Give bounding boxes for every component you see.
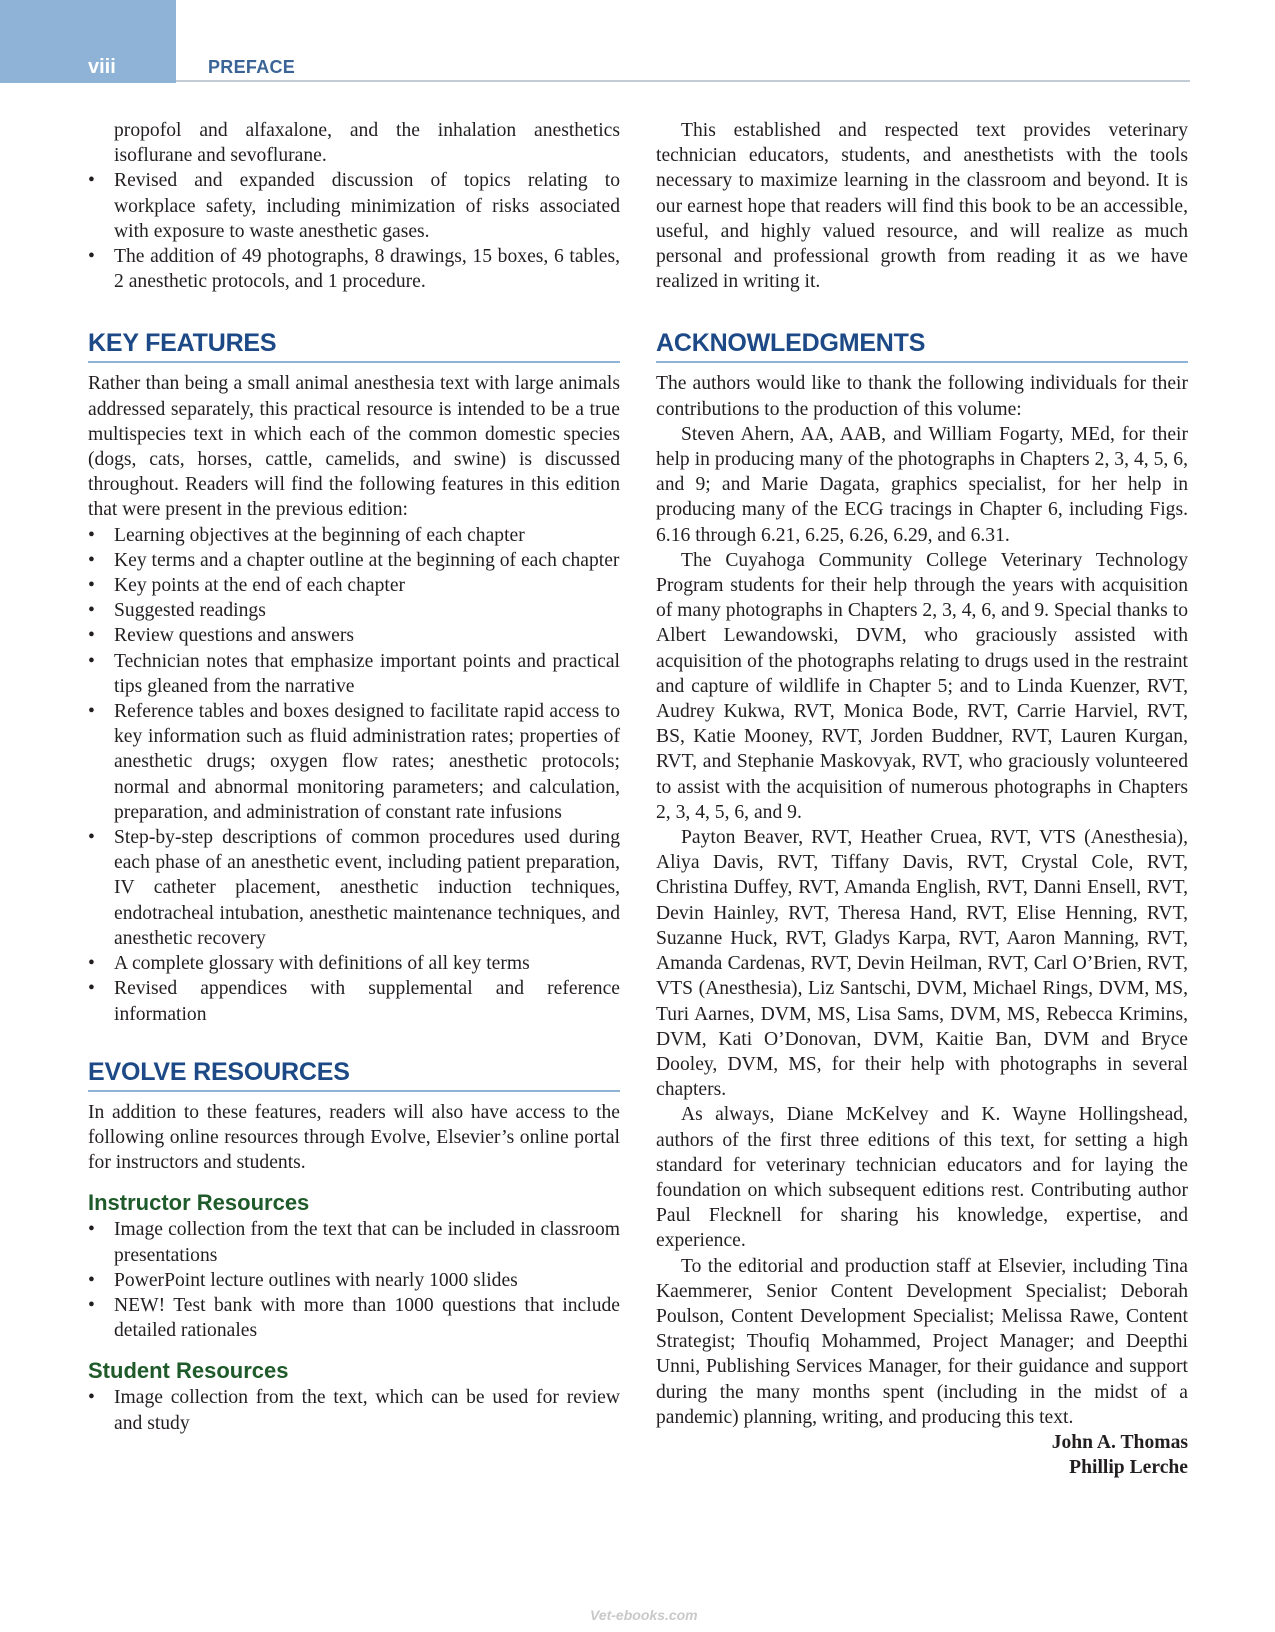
acknowledgments-paragraph: Payton Beaver, RVT, Heather Cruea, RVT, VTS (Anesthesia), Aliya Davis, RVT, Tiffany Davis, RVT, Crystal Cole, RVT, Christina Duffey, RVT, Amanda English, RVT, Danni Ensell, RVT, Devin Hainley, RVT, Theresa Hand, RVT, Elise Henning, RVT, Suzanne Huck, RVT, Gladys Karpa, RVT, Aaron Manning, RVT, Amanda Cardenas, RVT, Devin Heilman, RVT, Carl O’Brien, RVT, VTS (Anesthesia), Liz Santschi, DVM, Michael Rings, DVM, MS, Turi Aarnes, DVM, MS, Lisa Sams, DVM, MS, Rebecca Krimins, DVM, Kati O’Donovan, DVM, Kaitie Ban, DVM and Bryce Dooley, DVM, MS, for their help with photographs in several chapters. xyxy=(656,827,1188,1101)
acknowledgments-paragraph: The Cuyahoga Community College Veterinary Technology Program students for their help through the years with acquisition of many photographs in Chapters 2, 3, 4, 6, and 9. Special thanks to Albert Lewandowski, DVM, who graciously assisted with acquisition of the photographs relating to drugs used in the restraint and capture of wildlife in Chapter 5; and to Linda Kuenzer, RVT, Audrey Kukwa, RVT, Monica Bode, RVT, Carrie Harviel, RVT, BS, Katie Mooney, RVT, Jorden Buddner, RVT, Lauren Kurgan, RVT, and Stephanie Maskovyak, RVT, who graciously volunteered to assist with the acquisition of numerous photographs in Chapters 2, 3, 4, 5, 6, and 9. xyxy=(656,549,1188,823)
list-item: • A complete glossary with definitions of all key terms xyxy=(88,953,530,975)
intro-bullet-list xyxy=(88,168,620,294)
list-item: • NEW! Test bank with more than 1000 questions that include detailed rationales xyxy=(88,1294,620,1342)
list-item: • Review questions and answers xyxy=(88,625,354,647)
watermark: Vet-ebooks.com xyxy=(590,1607,698,1623)
list-item: • Key points at the end of each chapter xyxy=(88,575,406,597)
list-item: • Key terms and a chapter outline at the beginning of each chapter xyxy=(88,549,620,571)
instructor-resources-heading: Instructor Resources xyxy=(88,1190,310,1216)
evolve-resources-heading: EVOLVE RESOURCES xyxy=(88,1057,620,1092)
author-signature: John A. Thomas xyxy=(1051,1431,1188,1453)
list-item: • Learning objectives at the beginning of each chapter xyxy=(88,524,525,546)
acknowledgments-paragraph: As always, Diane McKelvey and K. Wayne Hollingshead, authors of the first three editions of this text, for setting a high standard for veterinary technician educators and for laying the foundation on which subsequent editions rest. Contributing author Paul Flecknell for sharing his knowledge, expertise, and experience. xyxy=(656,1104,1188,1252)
evolve-paragraph: In addition to these features, readers will also have access to the following online resources through Evolve, Elsevier’s online portal for instructors and students. xyxy=(88,1101,620,1174)
list-item: • Image collection from the text, which can be used for review and study xyxy=(88,1387,620,1434)
list-item: • Suggested readings xyxy=(88,600,266,622)
key-features-list xyxy=(88,523,620,1027)
list-item: • Revised and expanded discussion of topics relating to workplace safety, including minimization of risks associated with exposure to waste anesthetic gases. xyxy=(88,170,620,242)
key-features-paragraph: Rather than being a small animal anesthesia text with large animals addressed separately, this practical resource is intended to be a true multispecies text in which each of the common domestic species (dogs, cats, horses, cattle, camelids, and swine) is discussed throughout. Readers will find the following features in this edition that were present in the previous edition: xyxy=(88,373,620,521)
author-signature: Phillip Lerche xyxy=(1069,1457,1188,1479)
instructor-resources-list xyxy=(88,1217,620,1343)
list-item: • Reference tables and boxes designed to facilitate rapid access to key information such as fluid administration rates; properties of anesthetic drugs; oxygen flow rates; anesthetic protocols; normal and abnormal monitoring parameters; and calculation, preparation, and administration of constant rate infusions xyxy=(88,701,620,823)
list-item: • Revised appendices with supplemental and reference information xyxy=(88,978,620,1025)
list-item: • Image collection from the text that can be included in classroom presentations xyxy=(88,1219,620,1266)
continued-list-item: propofol and alfaxalone, and the inhalation anesthetics isoflurane and sevoflurane. xyxy=(114,120,620,167)
list-item: • The addition of 49 photographs, 8 drawings, 15 boxes, 6 tables, 2 anesthetic protocols, and 1 procedure. xyxy=(88,246,620,293)
acknowledgments-paragraph: Steven Ahern, AA, AAB, and William Fogarty, MEd, for their help in producing many of the photographs in Chapters 2, 3, 4, 5, 6, and 9; and Marie Dagata, graphics specialist, for her help in producing many of the ECG tracings in Chapter 6, including Figs. 6.16 through 6.21, 6.25, 6.26, 6.29, and 6.31. xyxy=(656,423,1188,546)
student-resources-list xyxy=(88,1385,620,1435)
left-column xyxy=(88,118,620,1436)
intro-paragraph: This established and respected text provides veterinary technician educators, students, and anesthetists with the tools necessary to maximize learning in the classroom and beyond. It is our earnest hope that readers will find this book to be an accessible, useful, and highly valued resource, and will realize as much personal and professional growth from reading it as we have realized in writing it. xyxy=(656,120,1188,293)
right-column xyxy=(656,118,1188,1480)
page-number: viii xyxy=(88,56,116,78)
list-item: • PowerPoint lecture outlines with nearly 1000 slides xyxy=(88,1269,518,1291)
acknowledgments-paragraph: To the editorial and production staff at Elsevier, including Tina Kaemmerer, Senior Content Development Specialist; Deborah Poulson, Content Development Specialist; Melissa Rawe, Content Strategist; Thoufiq Mohammed, Project Manager; and Deepthi Unni, Publishing Services Manager, for their guidance and support during the many months spent (including in the midst of a pandemic) planning, writing, and producing this text. xyxy=(656,1255,1188,1428)
student-resources-heading: Student Resources xyxy=(88,1358,289,1384)
acknowledgments-paragraph: The authors would like to thank the following individuals for their contributions to the production of this volume: xyxy=(656,373,1188,420)
key-features-heading: KEY FEATURES xyxy=(88,328,620,363)
page-header xyxy=(0,0,1275,83)
running-head: PREFACE xyxy=(208,57,296,77)
acknowledgments-heading: ACKNOWLEDGMENTS xyxy=(656,328,1188,363)
header-rule xyxy=(176,80,1190,82)
list-item: • Technician notes that emphasize important points and practical tips gleaned from the narrative xyxy=(88,650,620,697)
list-item: • Step-by-step descriptions of common procedures used during each phase of an anesthetic event, including patient preparation, IV catheter placement, anesthetic induction techniques, endotracheal intubation, anesthetic maintenance techniques, and anesthetic recovery xyxy=(88,827,620,949)
